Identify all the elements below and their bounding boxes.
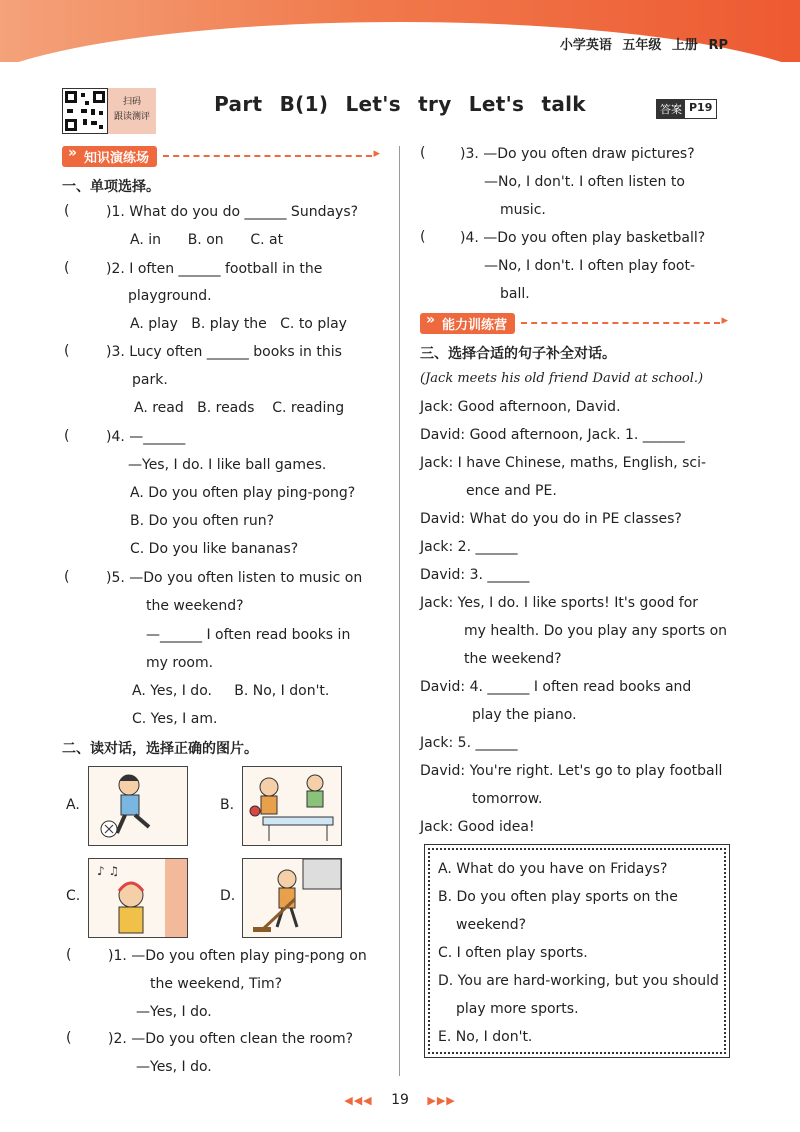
next-arrows-icon: ▶▶▶ — [427, 1094, 456, 1107]
dialog-3-line-2: —No, I don't. I often listen to — [484, 174, 685, 190]
q3-stem: )3. Lucy often ______ books in this — [106, 344, 342, 360]
dialog-context: (Jack meets his old friend David at school.) — [420, 371, 704, 386]
dialog-3-line-1: )3. —Do you often draw pictures? — [460, 146, 695, 162]
option-a: A. What do you have on Fridays? — [438, 861, 668, 877]
q3-stem-cont: park. — [132, 372, 168, 388]
dialog-line: Jack: Good afternoon, David. — [420, 399, 621, 415]
q4-response: —Yes, I do. I like ball games. — [128, 457, 327, 473]
dialog-line: Jack: Good idea! — [420, 819, 535, 835]
answer-blank[interactable]: ( — [64, 569, 70, 585]
answer-blank[interactable]: ( — [66, 1030, 72, 1046]
dialog-4-line-1: )4. —Do you often play basketball? — [460, 230, 706, 246]
pic-label-d: D. — [220, 888, 236, 904]
banner-training: » 能力训练营 ▸ — [420, 313, 720, 333]
dialog-line: ence and PE. — [466, 483, 557, 499]
q4-option-b: B. Do you often run? — [130, 513, 275, 529]
q2-stem: )2. I often ______ football in the — [106, 261, 323, 277]
answer-reference: 答案 P19 — [656, 99, 717, 119]
pic-label-a: A. — [66, 797, 80, 813]
dialog-line: tomorrow. — [472, 791, 543, 807]
svg-text:♪ ♫: ♪ ♫ — [97, 864, 120, 878]
book-tag: 小学英语 五年级 上册 RP — [559, 38, 728, 53]
dialog-4-line-2: —No, I don't. I often play foot- — [484, 258, 696, 274]
pic-label-c: C. — [66, 888, 81, 904]
dialog-line: Jack: 2. ______ — [420, 539, 518, 555]
dialog-3-line-3: music. — [500, 202, 546, 218]
column-divider — [399, 146, 400, 1076]
dialog-line: David: Good afternoon, Jack. 1. ______ — [420, 427, 685, 443]
q4-stem: )4. —______ — [106, 429, 186, 445]
prev-arrows-icon: ◀◀◀ — [344, 1094, 373, 1107]
picture-cleaning-room[interactable] — [242, 858, 342, 938]
dialog-line: David: 3. ______ — [420, 567, 530, 583]
answer-blank[interactable]: ( — [64, 343, 70, 359]
dialog-line: Jack: 5. ______ — [420, 735, 518, 751]
page-footer — [0, 1092, 800, 1108]
picture-ping-pong[interactable] — [242, 766, 342, 846]
dialog-line: the weekend? — [464, 651, 562, 667]
dialog-1-line-3: —Yes, I do. — [136, 1004, 212, 1020]
picture-listening-music[interactable] — [88, 858, 188, 938]
answer-blank[interactable]: ( — [64, 260, 70, 276]
dialog-1-line-2: the weekend, Tim? — [150, 976, 283, 992]
banner-practice: » 知识演练场 ▸ — [62, 146, 372, 166]
picture-boy-football[interactable] — [88, 766, 188, 846]
dialog-line: David: What do you do in PE classes? — [420, 511, 682, 527]
q4-option-a: A. Do you often play ping-pong? — [130, 485, 356, 501]
section-1-heading: 一、单项选择。 — [62, 179, 160, 195]
option-e: E. No, I don't. — [438, 1029, 533, 1045]
page-number: 19 — [391, 1092, 409, 1108]
q5-stem-cont: the weekend? — [146, 598, 244, 614]
q5-response-cont: my room. — [146, 655, 214, 671]
q1-options: A. in B. on C. at — [130, 232, 284, 248]
q2-options: A. play B. play the C. to play — [130, 316, 347, 332]
pic-label-b: B. — [220, 797, 235, 813]
dialog-line: my health. Do you play any sports on — [464, 623, 728, 639]
dialog-line: Jack: I have Chinese, maths, English, sci- — [420, 455, 707, 471]
dialog-line: David: You're right. Let's go to play football — [420, 763, 723, 779]
q5-stem: )5. —Do you often listen to music on — [106, 570, 363, 586]
qr-label: 扫码 跟读测评 — [108, 88, 156, 134]
dialog-line: Jack: Yes, I do. I like sports! It's good for — [420, 595, 699, 611]
answer-blank[interactable]: ( — [64, 203, 70, 219]
answer-blank[interactable]: ( — [420, 229, 426, 245]
q4-option-c: C. Do you like bananas? — [130, 541, 299, 557]
q5-option-c: C. Yes, I am. — [132, 711, 218, 727]
page-title: Part B(1) Let's try Let's talk — [214, 92, 586, 116]
dialog-line: David: 4. ______ I often read books and — [420, 679, 692, 695]
dialog-2-line-2: —Yes, I do. — [136, 1059, 212, 1075]
answer-blank[interactable]: ( — [64, 428, 70, 444]
dialog-1-line-1: )1. —Do you often play ping-pong on — [108, 948, 367, 964]
dialog-4-line-3: ball. — [500, 286, 530, 302]
option-c: C. I often play sports. — [438, 945, 588, 961]
q3-options: A. read B. reads C. reading — [134, 400, 345, 416]
option-d: D. You are hard-working, but you should — [438, 973, 719, 989]
answer-blank[interactable]: ( — [66, 947, 72, 963]
section-3-heading: 三、选择合适的句子补全对话。 — [420, 346, 616, 362]
dialog-line: play the piano. — [472, 707, 577, 723]
option-d-cont: play more sports. — [456, 1001, 579, 1017]
q5-response: —______ I often read books in — [146, 627, 351, 643]
q5-options: A. Yes, I do. B. No, I don't. — [132, 683, 330, 699]
option-b-cont: weekend? — [456, 917, 527, 933]
section-2-heading: 二、读对话，选择正确的图片。 — [62, 741, 258, 757]
dialog-2-line-1: )2. —Do you often clean the room? — [108, 1031, 354, 1047]
q1-stem: )1. What do you do ______ Sundays? — [106, 204, 359, 220]
q2-stem-cont: playground. — [128, 288, 212, 304]
option-b: B. Do you often play sports on the — [438, 889, 678, 905]
answer-blank[interactable]: ( — [420, 145, 426, 161]
